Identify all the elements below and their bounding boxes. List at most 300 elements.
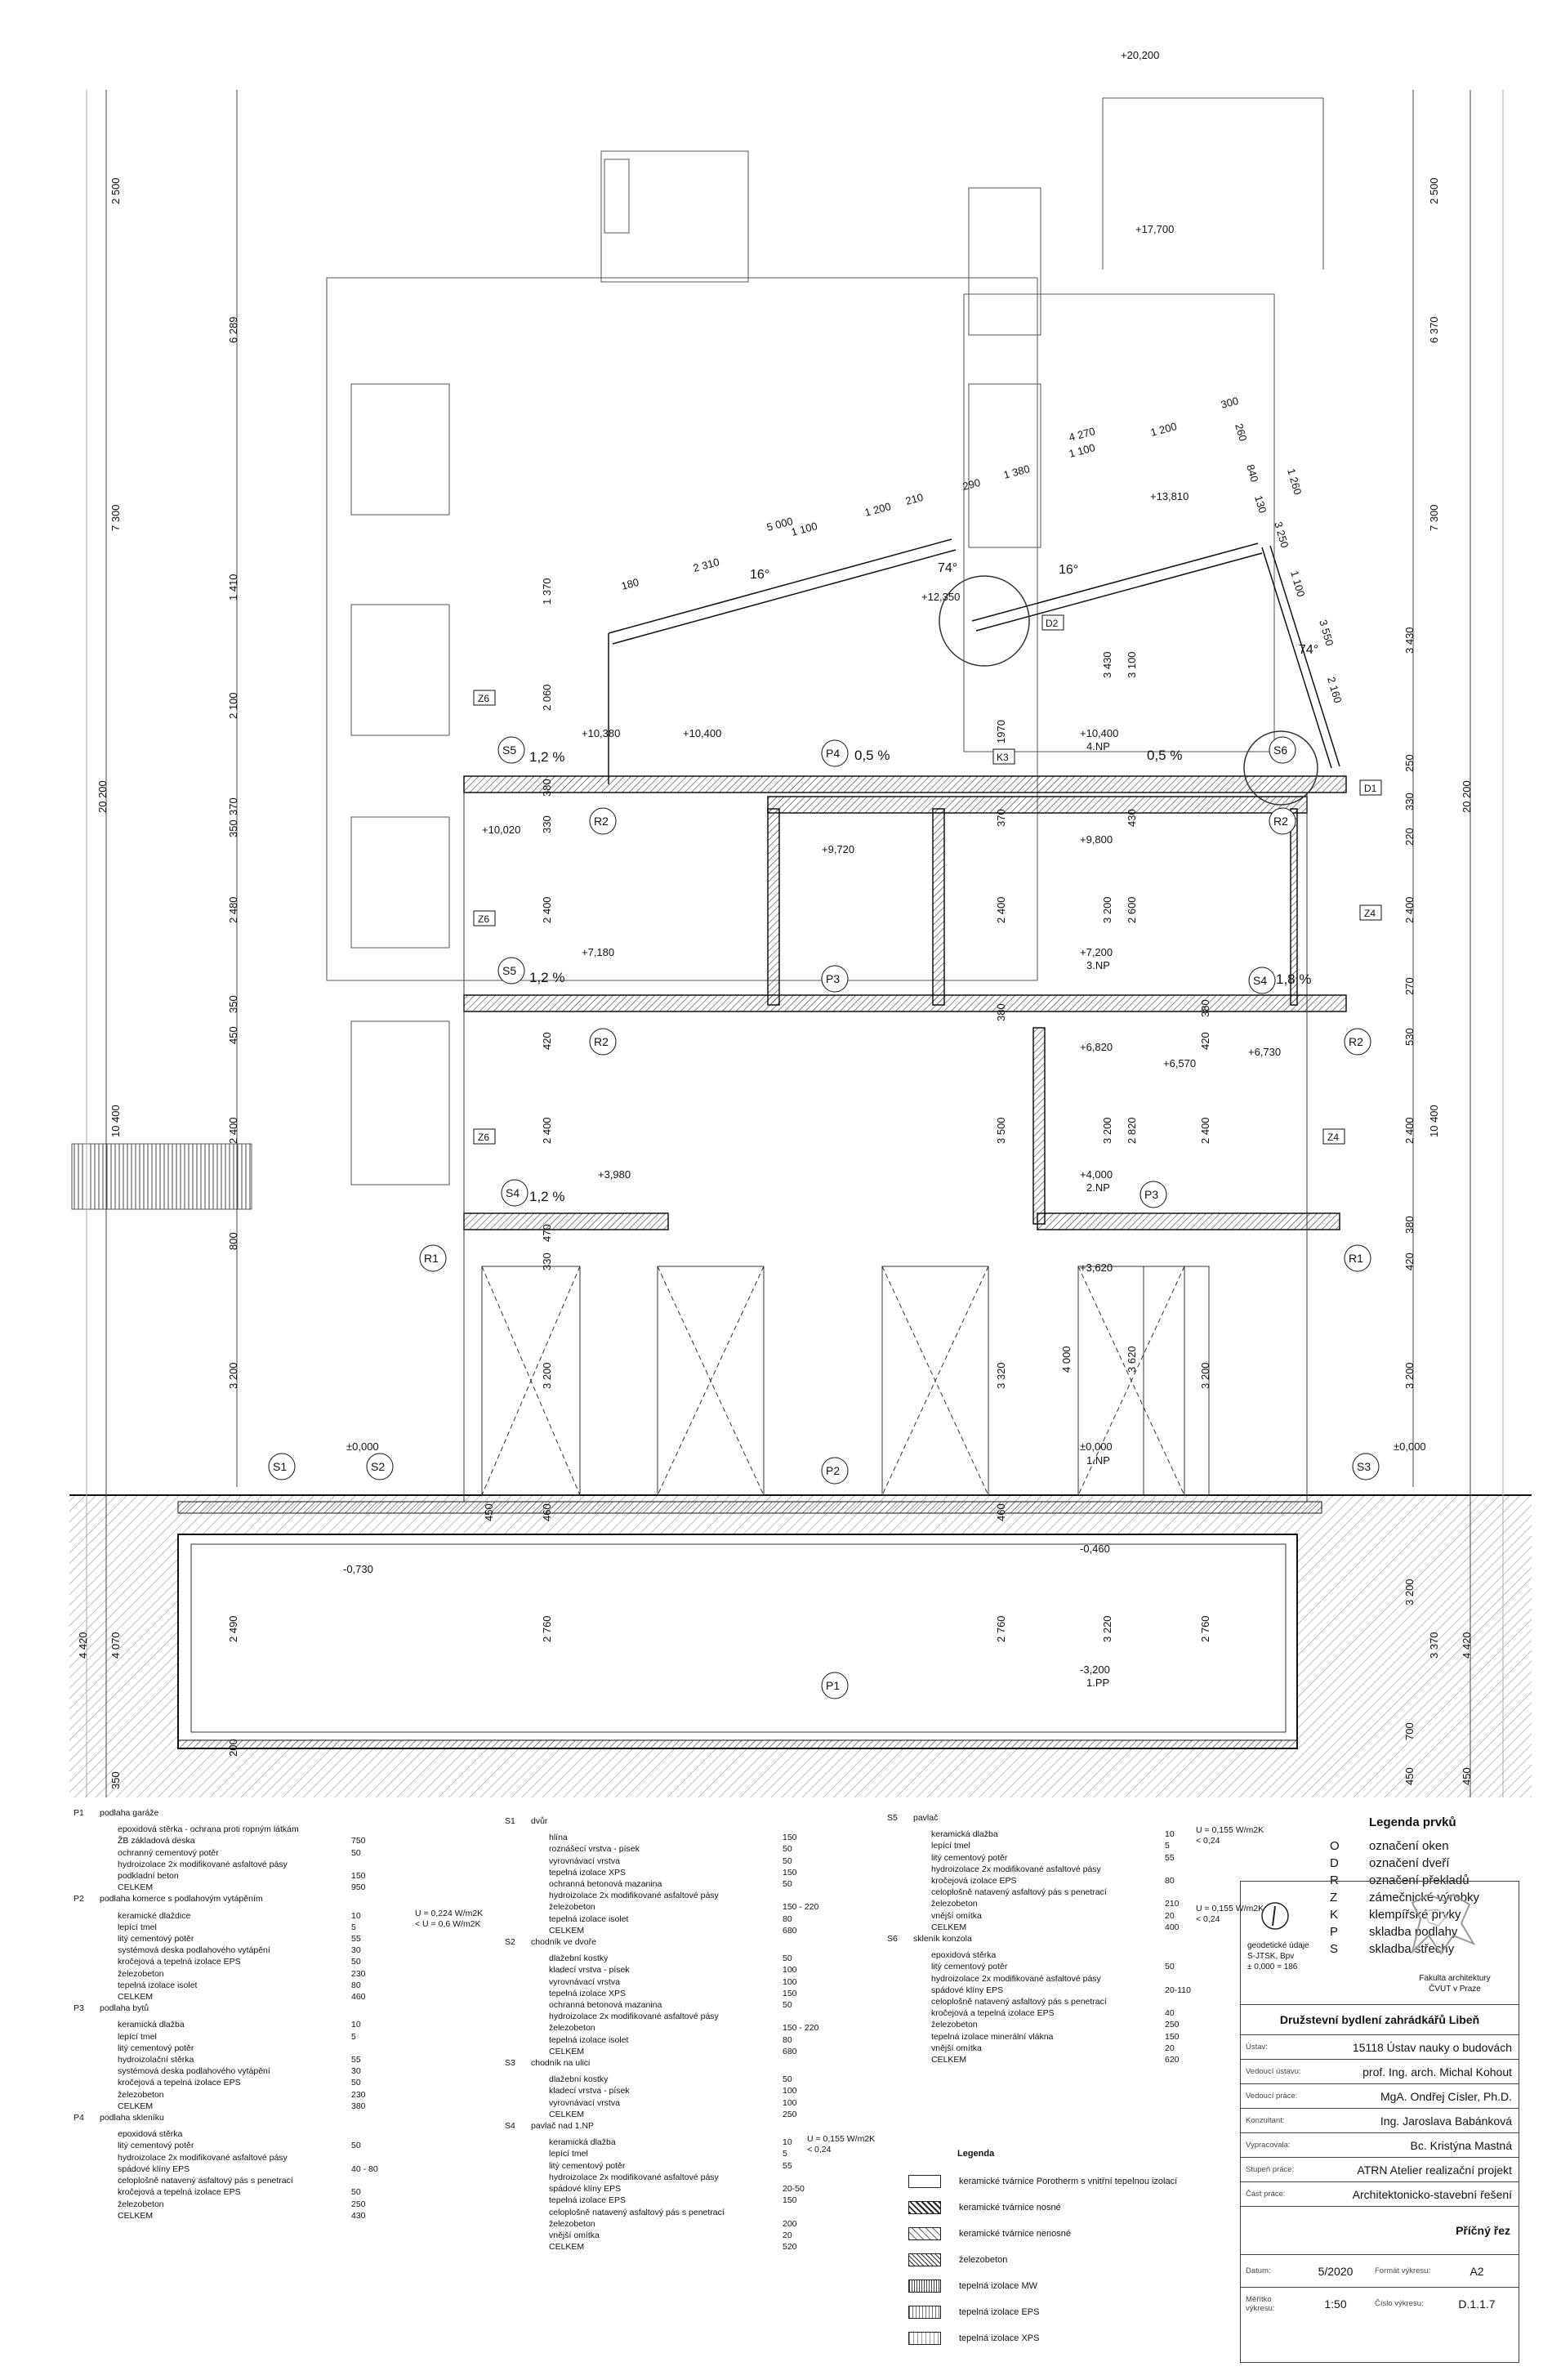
spec-layer-row bbox=[74, 1824, 400, 1835]
spec-layer-value: 100 bbox=[783, 1976, 797, 1987]
spec-layer-name: vnější omítka bbox=[931, 1910, 982, 1921]
spec-layer-name: vyrovnávací vrstva bbox=[549, 1855, 620, 1866]
spec-code: P3 bbox=[74, 2003, 84, 2014]
inner-dimension: 420 bbox=[541, 1032, 553, 1050]
spec-layer-row bbox=[505, 2160, 848, 2172]
spec-layer-value: 50 bbox=[783, 1954, 792, 1964]
roof-dimension: 840 bbox=[1244, 462, 1261, 484]
spec-layer-value: 150 - 220 bbox=[783, 1902, 819, 1913]
spec-layer-row bbox=[74, 1956, 400, 1967]
tag-label: R2 bbox=[1349, 1035, 1363, 1048]
spec-layer-name: ochranná betonová mazanina bbox=[549, 2000, 662, 2011]
spec-layer-name: lepící tmel bbox=[931, 1841, 970, 1851]
spec-layer-name: kročejová izolace EPS bbox=[931, 1876, 1017, 1887]
spec-layer-row bbox=[74, 1910, 400, 1922]
spec-layer-value: 210 bbox=[1165, 1899, 1180, 1909]
level-label: +10,020 bbox=[482, 824, 521, 836]
spec-layer-value: 20-110 bbox=[1165, 1985, 1191, 1995]
spec-layer-row bbox=[74, 2128, 400, 2140]
spec-layer-value: 5 bbox=[351, 1922, 356, 1932]
glass-roof bbox=[609, 539, 1340, 805]
spec-layer-row bbox=[74, 2140, 400, 2151]
spec-name: podlaha garáže bbox=[100, 1808, 159, 1818]
inner-dimension: 3 100 bbox=[1126, 651, 1138, 678]
spec-code: P1 bbox=[74, 1808, 84, 1818]
spec-layer-name: spádové klíny EPS bbox=[549, 2184, 622, 2195]
spec-code: S4 bbox=[505, 2121, 515, 2132]
dimension-label: 20 200 bbox=[96, 780, 109, 813]
spec-layer-name: tepelná izolace minerální vlákna bbox=[931, 2031, 1054, 2042]
spec-layer-name: litý cementový potěr bbox=[549, 2160, 626, 2171]
spec-layer-row bbox=[74, 2077, 400, 2088]
tb-bottom-row: Datum: 5/2020 Formát výkresu: A2 bbox=[1241, 2255, 1519, 2288]
roof-dimension: 1 260 bbox=[1285, 467, 1304, 497]
spec-layer-value: 55 bbox=[783, 2160, 792, 2171]
tag-label: S1 bbox=[273, 1460, 288, 1473]
dimension-label: 330 bbox=[1403, 793, 1416, 810]
spec-group-header bbox=[74, 2003, 400, 2014]
spec-layer-value bbox=[351, 1824, 400, 1835]
dimension-label: 450 bbox=[1403, 1767, 1416, 1785]
spec-layer-name: CELKEM bbox=[931, 1922, 967, 1932]
spec-layer-name: CELKEM bbox=[549, 2046, 585, 2056]
spec-layer-row bbox=[74, 1922, 400, 1933]
roof-dimension: 2 310 bbox=[691, 555, 721, 574]
spec-layer-row bbox=[74, 2019, 400, 2030]
spec-layer-row bbox=[887, 1898, 1230, 1909]
level-label: +13,810 bbox=[1150, 490, 1189, 502]
slab-1np bbox=[178, 1502, 1322, 1513]
dimension-label: 3 370 bbox=[1428, 1632, 1440, 1659]
spec-layer-row bbox=[887, 2031, 1230, 2043]
level-label: +3,980 bbox=[598, 1168, 631, 1181]
spec-layer-value: 680 bbox=[783, 2046, 797, 2056]
tag-label: K3 bbox=[997, 752, 1009, 763]
spec-layer-value: 80 bbox=[783, 2034, 792, 2045]
inner-dimension: 450 bbox=[483, 1503, 495, 1521]
spec-layer-value: 10 bbox=[783, 2137, 792, 2148]
spec-name: pavlač bbox=[913, 1813, 939, 1823]
tag-label: S5 bbox=[502, 743, 517, 757]
project-title: Družstevní bydlení zahrádkářů Libeň bbox=[1241, 2005, 1519, 2035]
level-label: 3.NP bbox=[1086, 959, 1110, 971]
level-label: +10,400 bbox=[683, 727, 722, 739]
spec-layer-row bbox=[74, 1847, 400, 1859]
spec-layer-name: litý cementový potěr bbox=[118, 2043, 194, 2053]
spec-layer-name: CELKEM bbox=[118, 1882, 154, 1893]
floor-slabs bbox=[464, 776, 1346, 1230]
spec-layer-value bbox=[783, 2207, 832, 2218]
slope-label: 1,2 % bbox=[529, 749, 565, 765]
element-legend-title: Legenda prvků bbox=[1369, 1815, 1456, 1829]
material-legend-item: keramické tvárnice Porotherm s vnitřní tepelnou izolací bbox=[908, 2168, 1219, 2195]
u-value-s5: U = 0,155 W/m2K < 0,24 bbox=[1196, 1825, 1264, 1846]
level-label: +7,180 bbox=[582, 946, 615, 958]
spec-layer-row bbox=[74, 2101, 400, 2112]
spec-layer-row bbox=[505, 1843, 848, 1855]
dimension-label: 450 bbox=[1461, 1767, 1473, 1785]
spec-layer-name: kladecí vrstva - písek bbox=[549, 1965, 630, 1976]
spec-layer-row bbox=[887, 1840, 1230, 1851]
spec-layer-name: spádové klíny EPS bbox=[931, 1985, 1004, 1995]
spec-layer-value bbox=[783, 2172, 832, 2183]
spec-layer-name: železobeton bbox=[931, 2020, 978, 2030]
spec-floors bbox=[74, 1807, 400, 2221]
spec-layer-value: 80 bbox=[783, 1913, 792, 1924]
tag-label: R1 bbox=[424, 1252, 439, 1265]
spec-roofs bbox=[505, 1815, 848, 2253]
spec-layer-name: systémová deska podlahového vytápění bbox=[118, 1945, 270, 1956]
spec-layer-name: litý cementový potěr bbox=[931, 1962, 1008, 1972]
inner-dimension: 330 bbox=[541, 815, 553, 833]
spec-layer-name: železobeton bbox=[549, 2218, 595, 2229]
dimension-label: 4 070 bbox=[109, 1632, 122, 1659]
drawing-name: Příčný řez bbox=[1241, 2207, 1519, 2255]
inner-dimension: 3 320 bbox=[995, 1362, 1007, 1389]
tag-label: Z4 bbox=[1327, 1132, 1340, 1143]
spec-layer-name: epoxidová stěrka bbox=[931, 1950, 997, 1961]
spec-layer-row bbox=[505, 2022, 848, 2034]
spec-layer-row bbox=[505, 2074, 848, 2085]
spec-layer-name: CELKEM bbox=[118, 1992, 154, 2003]
material-legend-item: tepelná izolace XPS bbox=[908, 2325, 1219, 2351]
slab-base bbox=[178, 1740, 1297, 1748]
level-label: +17,700 bbox=[1135, 223, 1175, 235]
dimension-label: 2 400 bbox=[1403, 896, 1416, 923]
level-label: +4,000 bbox=[1080, 1168, 1113, 1181]
element-legend-item: R označení překladů bbox=[1330, 1873, 1469, 1887]
dimension-label: 370 bbox=[227, 797, 239, 815]
spec-layer-row bbox=[887, 1875, 1230, 1887]
tag-label: R2 bbox=[594, 1035, 609, 1048]
spec-layer-name: keramická dlažba bbox=[549, 2137, 616, 2148]
inner-dimension: 380 bbox=[1199, 999, 1211, 1017]
spec-layer-row bbox=[887, 1887, 1230, 1898]
tb-bottom-row: Měřítko výkresu: 1:50 Číslo výkresu: D.1.1.7 bbox=[1246, 2294, 1496, 2313]
inner-dimension: 460 bbox=[541, 1503, 553, 1521]
roof-dimension: 3 550 bbox=[1317, 618, 1336, 648]
spec-layer-name: CELKEM bbox=[549, 2109, 585, 2119]
tb-row: Konzultant: Ing. Jaroslava Babánková bbox=[1241, 2109, 1519, 2133]
tag-label: S5 bbox=[502, 964, 517, 977]
spec-layer-value: 230 bbox=[351, 2089, 366, 2100]
roof-dimension: 300 bbox=[1219, 394, 1240, 411]
inner-dimension: 460 bbox=[995, 1503, 1007, 1521]
spec-layer-name: dlažební kostky bbox=[549, 2074, 609, 2085]
spec-layer-value: 100 bbox=[783, 1965, 797, 1976]
spec-name: skleník konzola bbox=[913, 1934, 972, 1945]
spec-layer-row bbox=[505, 2241, 848, 2253]
spec-code: S3 bbox=[505, 2058, 515, 2069]
spec-layer-value: 250 bbox=[351, 2199, 366, 2209]
spec-layer-row bbox=[505, 1855, 848, 1867]
spec-layer-name: tepelná izolace EPS bbox=[549, 2195, 626, 2206]
spec-layer-row bbox=[505, 2230, 848, 2241]
spec-layer-value bbox=[351, 2152, 400, 2163]
spec-layer-name: ochranná betonová mazanina bbox=[549, 1879, 662, 1890]
spec-layer-name: keramické dlaždice bbox=[118, 1910, 191, 1921]
spec-layer-row bbox=[505, 2137, 848, 2148]
inner-dimension: 330 bbox=[541, 1253, 553, 1270]
spec-layer-value bbox=[783, 1890, 832, 1901]
inner-dimension: 3 430 bbox=[1101, 651, 1113, 678]
spec-layer-value bbox=[351, 2043, 400, 2054]
roof-angle: 16° bbox=[750, 568, 770, 582]
inner-dimension: 3 500 bbox=[995, 1117, 1007, 1144]
spec-layer-name: tepelná izolace XPS bbox=[549, 1867, 626, 1878]
element-legend-item: K klempířské prvky bbox=[1330, 1908, 1461, 1922]
spec-layer-name: roznášecí vrstva - písek bbox=[549, 1844, 640, 1855]
spec-layer-name: hydroizolace 2x modifikované asfaltové pásy bbox=[118, 1859, 288, 1869]
spec-layer-value: 150 - 220 bbox=[783, 2023, 819, 2034]
dimension-label: 380 bbox=[1403, 1216, 1416, 1234]
level-label: +7,200 bbox=[1080, 946, 1113, 958]
spec-layer-value bbox=[351, 2128, 400, 2140]
u-value-p2: U = 0,224 W/m2K < U = 0,6 W/m2K bbox=[415, 1909, 484, 1929]
spec-layer-value: 50 bbox=[1165, 1962, 1175, 1972]
swatch-nosne bbox=[908, 2201, 941, 2214]
spec-layer-value: 150 bbox=[783, 2195, 797, 2206]
level-label: +10,380 bbox=[582, 727, 621, 739]
spec-layer-value: 55 bbox=[1165, 1852, 1175, 1863]
spec-layer-name: CELKEM bbox=[549, 2242, 585, 2253]
spec-layer-name: lepící tmel bbox=[118, 1922, 157, 1932]
tag-label: P4 bbox=[826, 747, 841, 760]
spec-layer-name: systémová deska podlahového vytápění bbox=[118, 2066, 270, 2077]
spec-layer-value: 50 bbox=[783, 1844, 792, 1855]
spec-layer-row bbox=[74, 1870, 400, 1882]
spec-layer-name: CELKEM bbox=[549, 1925, 585, 1936]
spec-layer-row bbox=[505, 2172, 848, 2183]
dimension-label: 7 300 bbox=[1428, 504, 1440, 531]
spec-layer-row bbox=[505, 1925, 848, 1936]
element-legend-item: D označení dveří bbox=[1330, 1856, 1450, 1870]
spec-layer-value bbox=[783, 2011, 832, 2022]
spec-layer-row bbox=[887, 1973, 1230, 1985]
swatch-porotherm bbox=[908, 2175, 941, 2188]
roof-dimension: 5 000 bbox=[765, 514, 795, 534]
inner-dimension: 430 bbox=[1126, 809, 1138, 827]
spec-layer-value: 30 bbox=[351, 1945, 361, 1956]
spec-layer-row bbox=[505, 1867, 848, 1878]
inner-dimension: 380 bbox=[995, 1003, 1007, 1021]
spec-layer-row bbox=[505, 2109, 848, 2120]
spec-layer-value: 150 bbox=[351, 1871, 366, 1882]
spec-layer-value: 20 bbox=[1165, 2043, 1175, 2053]
spec-layer-row bbox=[505, 1913, 848, 1925]
swatch-eps bbox=[908, 2306, 941, 2319]
tag-label: P3 bbox=[1144, 1188, 1159, 1201]
spec-layer-row bbox=[74, 2089, 400, 2101]
material-legend-item: železobeton bbox=[908, 2247, 1219, 2273]
u-value-s4: U = 0,155 W/m2K < 0,24 bbox=[807, 2134, 876, 2155]
tb-row: Vedoucí ústavu: prof. Ing. arch. Michal Kohout bbox=[1241, 2060, 1519, 2084]
inner-dimension: 2 400 bbox=[541, 1117, 553, 1144]
spec-layer-name: CELKEM bbox=[931, 2055, 967, 2065]
spec-layer-row bbox=[74, 1980, 400, 1991]
dimension-label: 3 200 bbox=[1403, 1578, 1416, 1605]
spec-layer-row bbox=[505, 2195, 848, 2206]
spec-layer-name: vnější omítka bbox=[549, 2230, 600, 2240]
roof-dimension: 1 200 bbox=[863, 499, 893, 519]
spec-group-header bbox=[887, 1812, 1230, 1824]
spec-layer-row bbox=[505, 1964, 848, 1976]
spec-layer-row bbox=[505, 1901, 848, 1913]
spec-layer-value: 50 bbox=[351, 2187, 361, 2198]
spec-layer-row bbox=[887, 1985, 1230, 1996]
inner-dimension: 470 bbox=[541, 1224, 553, 1242]
tag-label: Z6 bbox=[478, 1132, 490, 1143]
tag-label: R2 bbox=[594, 815, 609, 828]
spec-layer-value bbox=[1165, 1864, 1214, 1875]
inner-dimension: 1 370 bbox=[541, 578, 553, 605]
spec-layer-row bbox=[505, 1999, 848, 2011]
inner-dimension: 3 200 bbox=[1199, 1362, 1211, 1389]
spec-layer-value: 20-50 bbox=[783, 2184, 805, 2195]
spec-group-header bbox=[74, 2112, 400, 2123]
spec-layer-row bbox=[505, 1878, 848, 1890]
spec-layer-value: 5 bbox=[1165, 1841, 1170, 1851]
spec-layer-value bbox=[1165, 1996, 1214, 2007]
spec-name: chodník na ulici bbox=[531, 2058, 591, 2069]
swatch-nenosne bbox=[908, 2227, 941, 2240]
spec-layer-row bbox=[505, 1976, 848, 1988]
slope-label: 1,2 % bbox=[529, 1189, 565, 1204]
spec-name: chodník ve dvoře bbox=[531, 1937, 596, 1948]
spec-layer-value bbox=[351, 1859, 400, 1870]
spec-layer-value bbox=[351, 2175, 400, 2186]
tb-row: Vypracovala: Bc. Kristýna Mastná bbox=[1241, 2133, 1519, 2158]
spec-layer-name: hydroizolace 2x modifikované asfaltové pásy bbox=[549, 1891, 719, 1901]
spec-layer-name: kročejová a tepelná izolace EPS bbox=[931, 2008, 1055, 2019]
spec-layer-row bbox=[505, 2183, 848, 2195]
spec-layer-row bbox=[74, 2199, 400, 2210]
inner-dimension: 2 760 bbox=[1199, 1615, 1211, 1642]
spec-layer-name: celoplošně natavený asfaltový pás s penetrací bbox=[549, 2207, 725, 2217]
dimension-label: 4 420 bbox=[77, 1632, 89, 1659]
spec-layer-row bbox=[887, 2007, 1230, 2019]
inner-dimension: 2 600 bbox=[1126, 896, 1138, 923]
north-arrow-icon bbox=[1259, 1900, 1291, 1932]
level-label: +6,730 bbox=[1248, 1046, 1282, 1058]
spec-layer-name: kročejová a tepelná izolace EPS bbox=[118, 2078, 241, 2088]
spec-layer-value: 50 bbox=[351, 2078, 361, 2088]
roof-dimension: 1 380 bbox=[1001, 462, 1032, 481]
inner-dimension: 3 220 bbox=[1101, 1615, 1113, 1642]
spec-roofs-2 bbox=[887, 1812, 1230, 2065]
spec-group-header bbox=[505, 1815, 848, 1827]
dimension-label: 10 400 bbox=[1428, 1105, 1440, 1137]
dimension-label: 2 400 bbox=[227, 1117, 239, 1144]
level-label: +10,400 bbox=[1080, 727, 1119, 739]
inner-dimension: 4 000 bbox=[1060, 1346, 1073, 1373]
tag-label: D2 bbox=[1046, 618, 1059, 629]
spec-layer-row bbox=[887, 2043, 1230, 2054]
spec-layer-row bbox=[505, 2207, 848, 2218]
u-value-s6: U = 0,155 W/m2K < 0,24 bbox=[1196, 1904, 1264, 1924]
spec-layer-name: hydroizolace 2x modifikované asfaltové pásy bbox=[931, 1864, 1101, 1874]
inner-dimension: 2 820 bbox=[1126, 1117, 1138, 1144]
spec-layer-name: celoplošně natavený asfaltový pás s penetrací bbox=[931, 1887, 1107, 1898]
spec-layer-value: 250 bbox=[783, 2109, 797, 2119]
spec-layer-name: hydroizolace 2x modifikované asfaltové pásy bbox=[931, 1973, 1101, 1984]
spec-layer-value: 55 bbox=[351, 1934, 361, 1945]
roof-dimension: 1 100 bbox=[1288, 569, 1308, 599]
spec-layer-value: 250 bbox=[1165, 2020, 1180, 2030]
level-label: -3,200 bbox=[1080, 1663, 1110, 1676]
level-label: +3,620 bbox=[1080, 1261, 1113, 1274]
spec-layer-row bbox=[74, 1933, 400, 1945]
tag-label: P3 bbox=[826, 972, 841, 985]
material-legend-item: keramické tvárnice nenosné bbox=[908, 2221, 1219, 2247]
spec-layer-value: 950 bbox=[351, 1882, 366, 1893]
spec-layer-value bbox=[1165, 1887, 1214, 1898]
spec-layer-name: litý cementový potěr bbox=[118, 1934, 194, 1945]
spec-layer-value: 150 bbox=[1165, 2031, 1180, 2042]
roof-dimension: 210 bbox=[903, 490, 925, 507]
spec-layer-name: CELKEM bbox=[118, 2101, 154, 2111]
dimension-label: 3 200 bbox=[227, 1362, 239, 1389]
spec-layer-row bbox=[887, 1829, 1230, 1840]
dimension-label: 350 bbox=[109, 1771, 122, 1789]
spec-layer-name: keramická dlažba bbox=[118, 2020, 185, 2030]
spec-name: podlaha bytů bbox=[100, 2003, 149, 2014]
level-label: +9,800 bbox=[1080, 833, 1113, 846]
dimension-label: 20 200 bbox=[1461, 780, 1473, 813]
material-legend-title: Legenda bbox=[957, 2149, 995, 2159]
spec-group-header bbox=[74, 1893, 400, 1904]
spec-code: S5 bbox=[887, 1813, 898, 1823]
dimension-label: 10 400 bbox=[109, 1105, 122, 1137]
slope-label: 0,5 % bbox=[854, 748, 890, 763]
dimension-label: 350 bbox=[227, 995, 239, 1013]
tag-label: S2 bbox=[371, 1460, 386, 1473]
inner-dimension: 3 200 bbox=[541, 1362, 553, 1389]
spec-layer-row bbox=[74, 2043, 400, 2054]
inner-dimension: 2 400 bbox=[541, 896, 553, 923]
spec-name: podlaha komerce s podlahovým vytápěním bbox=[100, 1894, 263, 1904]
spec-layer-name: tepelná izolace isolet bbox=[118, 1980, 198, 1990]
spec-layer-value: 55 bbox=[351, 2055, 361, 2065]
spec-layer-value: 400 bbox=[1165, 1922, 1180, 1932]
spec-layer-value: 50 bbox=[351, 2141, 361, 2151]
material-legend bbox=[908, 2149, 1219, 2351]
spec-layer-row bbox=[505, 1988, 848, 1999]
spec-group-header bbox=[887, 1933, 1230, 1945]
spec-layer-row bbox=[74, 1835, 400, 1846]
spec-layer-value: 20 bbox=[783, 2230, 792, 2240]
spec-layer-row bbox=[887, 1961, 1230, 1972]
spec-code: S6 bbox=[887, 1934, 898, 1945]
tag-label: S3 bbox=[1357, 1460, 1371, 1473]
spec-layer-value bbox=[1165, 1949, 1214, 1961]
spec-layer-value: 520 bbox=[783, 2242, 797, 2253]
spec-layer-value: 50 bbox=[351, 1847, 361, 1858]
spec-layer-row bbox=[74, 2210, 400, 2221]
level-label: 2.NP bbox=[1086, 1181, 1110, 1194]
spec-layer-name: hydroizolace 2x modifikované asfaltové pásy bbox=[549, 2012, 719, 2022]
spec-layer-value: 100 bbox=[783, 2086, 797, 2096]
inner-dimension: 3 620 bbox=[1126, 1346, 1138, 1373]
material-legend-item: tepelná izolace EPS bbox=[908, 2299, 1219, 2325]
spec-layer-name: epoxidová stěrka - ochrana proti ropným látkám bbox=[118, 1824, 299, 1835]
spec-layer-row bbox=[887, 1852, 1230, 1864]
swatch-xps bbox=[908, 2332, 941, 2345]
spec-layer-row bbox=[74, 2152, 400, 2163]
spec-layer-row bbox=[74, 1991, 400, 2003]
spec-layer-value: 50 bbox=[783, 1879, 792, 1890]
dimension-label: 200 bbox=[227, 1739, 239, 1757]
